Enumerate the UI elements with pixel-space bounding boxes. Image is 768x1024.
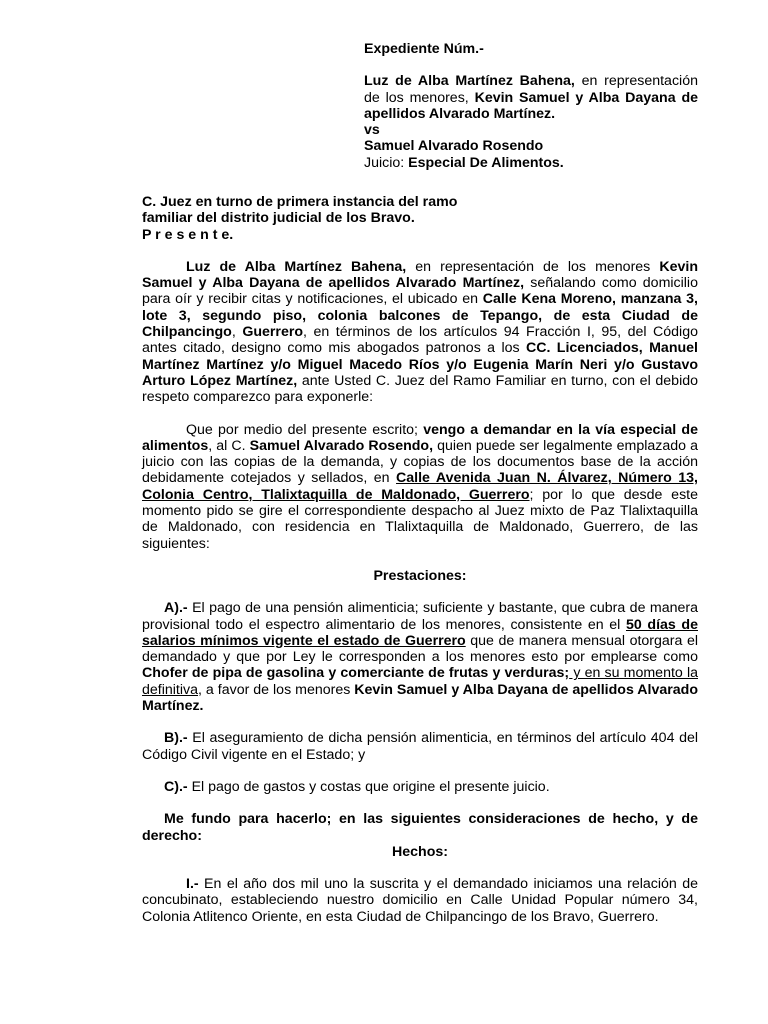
hechos-title: Hechos:: [392, 843, 448, 860]
p1-comma: ,: [231, 324, 243, 341]
addressee-line-1: [142, 194, 698, 210]
pa-monto: 50 días de salarios mínimos vigente el estado de Guerrero: [142, 616, 698, 649]
presente-line: [142, 227, 698, 243]
pb-text: El aseguramiento de dicha pensión alimenticia, en términos del artículo 404 del Código Civil vigente en el Estado; y: [142, 730, 698, 763]
p2-text-1: Que por medio del presente escrito;: [186, 421, 424, 438]
demandado-line: [364, 138, 698, 154]
prestaciones-title: Prestaciones:: [373, 567, 467, 584]
paragraph-demanda: [142, 422, 698, 552]
p2-text-3: quien puede ser legalmente emplazado a juicio con las copias de la demanda, y copias de los documentos base de la acción debidamente cotejados y sellados, en: [142, 437, 699, 487]
p1-text-4: ante Usted C. Juez del Ramo Familiar en turno, con el debido respeto comparezco para exponerle:: [142, 372, 699, 406]
menores-names: Kevin Samuel y Alba Dayana de apellidos Alvarado Martínez.: [364, 89, 698, 122]
p1-text-3: , en términos de los artículos 94 Fracción I, 95, del Código antes citado, designo como mis abogados patronos a los: [142, 324, 698, 357]
vs-line: [364, 122, 698, 138]
p1-text-1: en representación de los menores: [406, 258, 660, 275]
expediente-line: [364, 41, 698, 57]
juicio-value: Especial De Alimentos.: [408, 154, 564, 171]
p1-estado: Guerrero: [242, 324, 304, 341]
pa-menores: Kevin Samuel y Alba Dayana de apellidos Alvarado Martínez.: [142, 681, 698, 715]
pa-text-3: a favor de los menores: [201, 681, 355, 698]
pa-text-1: El pago de una pensión alimenticia; suficiente y bastante, que cubra de manera provisional todo el espectro alimentario de los menores, consistente en el: [142, 600, 698, 633]
pc-text: El pago de gastos y costas que origine el presente juicio.: [187, 778, 550, 795]
hechos-heading: [142, 844, 698, 860]
juicio-line: [364, 155, 698, 171]
p2-via: vengo a demandar en la vía especial de alimentos: [142, 421, 698, 454]
pc-label: C).-: [164, 778, 188, 795]
hecho-i: [142, 876, 698, 925]
actora-text: en representación de los menores,: [364, 73, 698, 106]
addressee-line-2: [142, 210, 698, 226]
hi-label: I.-: [186, 876, 199, 893]
p1-actora: Luz de Alba Martínez Bahena,: [186, 258, 407, 275]
p1-abogados: CC. Licenciados, Manuel Martínez Martínez y/o Miguel Macedo Ríos y/o Eugenia Marín Neri y/o Gustavo Arturo López Martínez,: [142, 340, 698, 389]
prestacion-a: [142, 600, 698, 714]
fundamento-line: [142, 811, 698, 844]
actora-name: Luz de Alba Martínez Bahena,: [364, 73, 575, 90]
pa-empleo: Chofer de pipa de gasolina y comerciante de frutas y verduras;: [142, 665, 570, 682]
prestacion-b: [142, 730, 698, 763]
prestacion-c: [142, 779, 698, 795]
juicio-label: Juicio:: [364, 154, 409, 171]
prestaciones-heading: [142, 568, 698, 584]
pb-label: B).-: [164, 730, 188, 747]
p1-text-2: señalando como domicilio para oír y recibir citas y notificaciones, el ubicado en: [142, 275, 698, 308]
pa-text-2: que de manera mensual otorgara el demandado y que por Ley le corresponden a los menores esto por emplearse como: [142, 632, 698, 666]
p1-domicilio: Calle Kena Moreno, manzana 3, lote 3, segundo piso, colonia balcones de Tepango, de esta Ciudad de Chilpancingo: [142, 291, 698, 341]
addressee-text-1: C. Juez en turno de primera instancia del ramo: [142, 194, 458, 210]
p2-text-2: , al C.: [208, 437, 250, 454]
p2-domicilio-demandado: Calle Avenida Juan N. Álvarez, Número 13, Colonia Centro, Tlalixtaquilla de Maldonado, Guerrero: [142, 470, 698, 503]
p1-menores: Kevin Samuel y Alba Dayana de apellidos Alvarado Martínez,: [142, 258, 698, 292]
pa-label: A).-: [164, 600, 188, 617]
pa-definitiva: y en su momento la definitiva,: [142, 665, 698, 698]
presente-text: P r e s e n t e.: [142, 226, 234, 243]
hi-text: En el año dos mil uno la suscrita y el demandado iniciamos una relación de concubinato, estableciendo nuestro domicilio en Calle Unidad Popular número 34, Colonia Atlitenco Oriente, en esta Ciudad de Chilpancingo de los Bravo, Guerrero.: [142, 876, 698, 925]
demandado-name: Samuel Alvarado Rosendo: [364, 138, 544, 155]
fundamento-text: Me fundo para hacerlo; en las siguientes consideraciones de hecho, y de derecho:: [142, 811, 698, 844]
addressee-text-2: familiar del distrito judicial de los Bravo.: [142, 210, 415, 227]
parties-block: [364, 73, 698, 122]
document-body: [142, 194, 698, 925]
expediente-label: Expediente Núm.-: [364, 41, 484, 57]
p2-demandado: Samuel Alvarado Rosendo,: [249, 437, 434, 454]
p2-text-4: ; por lo que desde este momento pido se gire el correspondiente despacho al Juez mixto de Paz Tlalixtaquilla de Maldonado, con residencia en Tlalixtaquilla de Maldonado, Guerrero, de las siguientes:: [142, 486, 698, 552]
paragraph-comparecencia: [142, 259, 698, 406]
vs-label: vs: [364, 122, 380, 139]
case-header: [364, 41, 698, 171]
